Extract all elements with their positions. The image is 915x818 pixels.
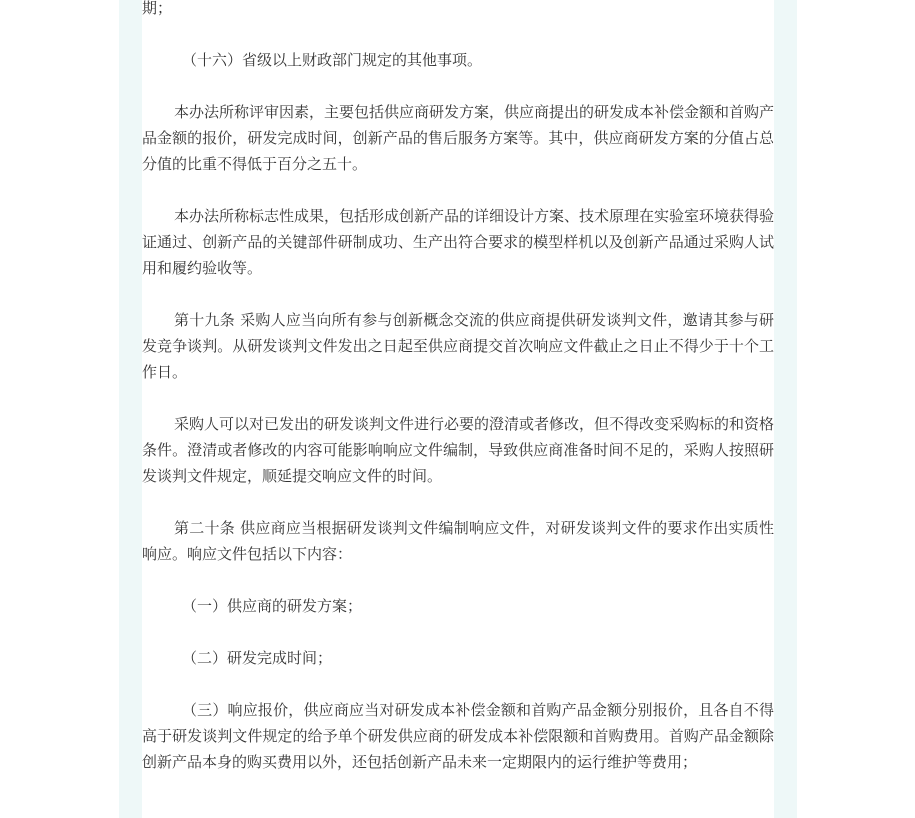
article-body xyxy=(142,0,774,801)
paragraph-item-1: （一）供应商的研发方案； xyxy=(182,597,363,615)
paragraph-article-20: 第二十条 供应商应当根据研发谈判文件编制响应文件，对研发谈判文件的要求作出实质性响应。响应文件包括以下内容： xyxy=(142,519,774,563)
paragraph-fragment: 期； xyxy=(142,0,173,17)
paragraph-item-3: （三）响应报价，供应商应当对研发成本补偿金额和首购产品金额分别报价，且各自不得高于研发谈判文件规定的给予单个研发供应商的研发成本补偿限额和首购费用。首购产品金额除创新产品本身的购买费用以外，还包括创新产品未来一定期限内的运行维护等费用； xyxy=(142,701,774,771)
paragraph-milestones: 本办法所称标志性成果，包括形成创新产品的详细设计方案、技术原理在实验室环境获得验证通过、创新产品的关键部件研制成功、生产出符合要求的模型样机以及创新产品通过采购人试用和履约验收等。 xyxy=(142,207,775,277)
paragraph-clarification: 采购人可以对已发出的研发谈判文件进行必要的澄清或者修改，但不得改变采购标的和资格条件。澄清或者修改的内容可能影响响应文件编制，导致供应商准备时间不足的，采购人按照研发谈判文件规定，顺延提交响应文件的时间。 xyxy=(142,415,775,485)
paragraph-evaluation-factors: 本办法所称评审因素，主要包括供应商研发方案，供应商提出的研发成本补偿金额和首购产品金额的报价，研发完成时间，创新产品的售后服务方案等。其中，供应商研发方案的分值占总分值的比重不得低于百分之五十。 xyxy=(142,103,775,173)
paragraph-item-16: （十六）省级以上财政部门规定的其他事项。 xyxy=(182,51,483,69)
paragraph-item-2: （二）研发完成时间； xyxy=(182,649,333,667)
paragraph-article-19: 第十九条 采购人应当向所有参与创新概念交流的供应商提供研发谈判文件，邀请其参与研发竞争谈判。从研发谈判文件发出之日起至供应商提交首次响应文件截止之日止不得少于十个工作日。 xyxy=(142,311,774,381)
